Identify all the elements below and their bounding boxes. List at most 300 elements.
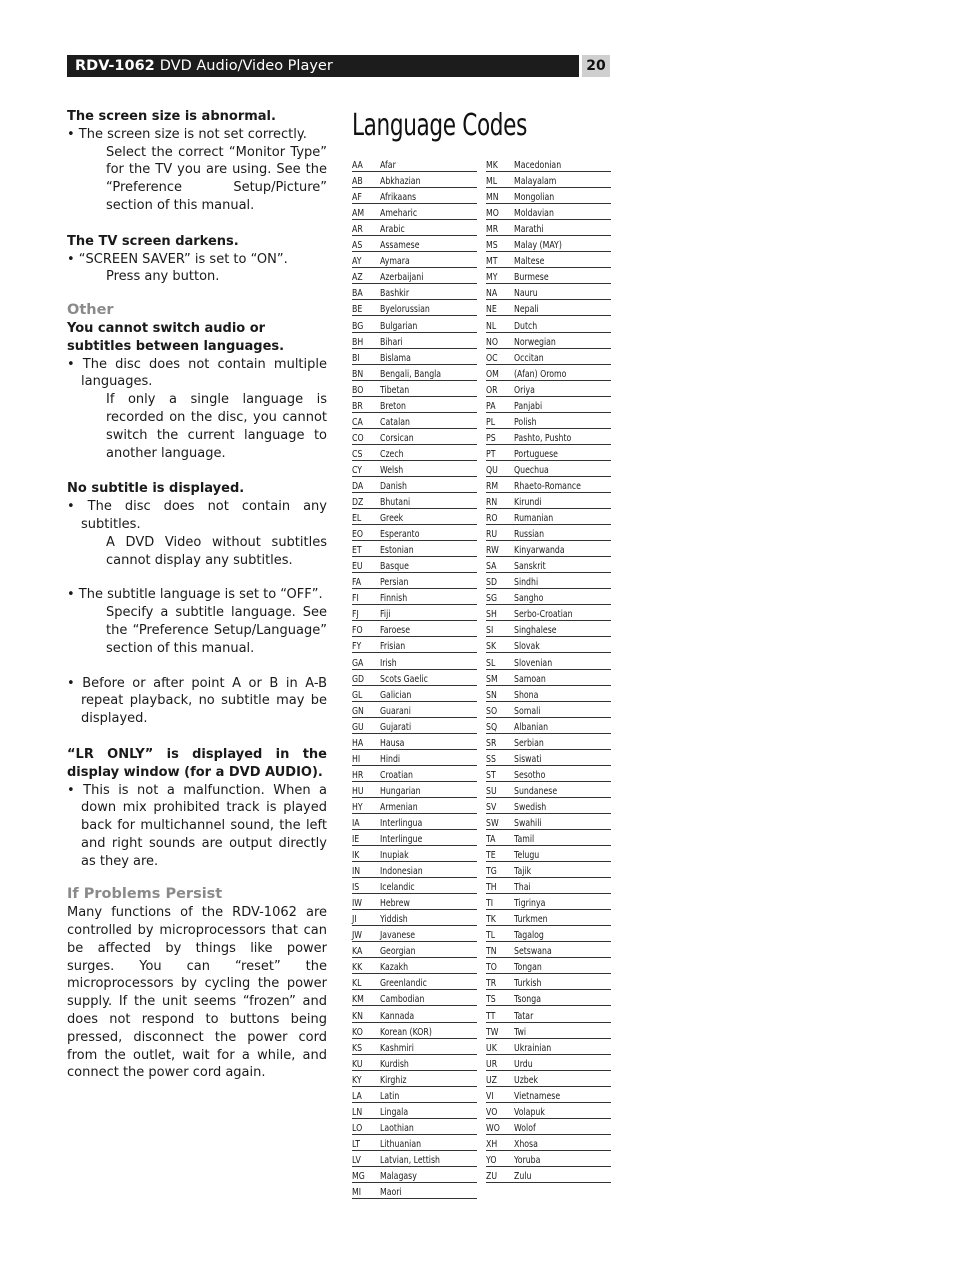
language-code: NA bbox=[486, 288, 498, 300]
language-code: ML bbox=[486, 176, 498, 188]
language-name: Bulgarian bbox=[380, 320, 418, 332]
language-name: Frisian bbox=[380, 641, 406, 653]
language-code: QU bbox=[486, 464, 498, 476]
language-code-row bbox=[486, 172, 611, 188]
section-heading: The TV screen darkens. bbox=[67, 233, 239, 249]
language-code: AB bbox=[352, 176, 363, 188]
language-code-row bbox=[486, 686, 611, 702]
language-name: Nauru bbox=[514, 288, 538, 300]
language-name: Croatian bbox=[380, 769, 413, 781]
language-code: LA bbox=[352, 1090, 362, 1102]
language-name: Nepali bbox=[514, 304, 539, 316]
language-code: WO bbox=[486, 1122, 500, 1134]
language-code: TE bbox=[486, 850, 496, 862]
language-name: Aymara bbox=[380, 256, 410, 268]
language-code: BE bbox=[352, 304, 363, 316]
language-code: FA bbox=[352, 577, 362, 589]
section-heading: You cannot switch audio or subtitles between languages. bbox=[67, 320, 285, 354]
language-code: BN bbox=[352, 368, 364, 380]
language-code-row bbox=[486, 990, 611, 1006]
language-name: Rhaeto-Romance bbox=[514, 480, 581, 492]
language-name: Hindi bbox=[380, 753, 401, 765]
language-name: Abkhazian bbox=[380, 176, 421, 188]
language-code-row bbox=[352, 429, 477, 445]
language-name: Bashkir bbox=[380, 288, 410, 300]
language-code-row bbox=[486, 605, 611, 621]
language-code-row bbox=[486, 958, 611, 974]
language-name: Malay (MAY) bbox=[514, 240, 562, 252]
language-code-row bbox=[352, 525, 477, 541]
language-name: Shona bbox=[514, 689, 539, 701]
bullet-item: • The screen size is not set correctly. bbox=[67, 126, 307, 142]
language-name: Serbo-Croatian bbox=[514, 609, 573, 621]
language-code: EO bbox=[352, 529, 364, 541]
language-code: EL bbox=[352, 513, 362, 525]
language-name: Ameharic bbox=[380, 208, 418, 220]
language-code-row bbox=[486, 702, 611, 718]
bullet-item: • The disc does not contain multiple languages. bbox=[67, 356, 327, 390]
language-code: LT bbox=[352, 1138, 361, 1150]
language-name: Kirundi bbox=[514, 497, 542, 509]
language-name: Maltese bbox=[514, 256, 545, 268]
language-code-row bbox=[486, 461, 611, 477]
language-code-row bbox=[352, 846, 477, 862]
language-code: BO bbox=[352, 384, 364, 396]
language-code-row bbox=[486, 589, 611, 605]
language-name: Bengali, Bangla bbox=[380, 368, 442, 380]
language-code: KS bbox=[352, 1042, 363, 1054]
language-name: Tamil bbox=[514, 834, 535, 846]
language-name: Tagalog bbox=[514, 930, 544, 942]
language-code-row bbox=[486, 236, 611, 252]
language-code-row bbox=[486, 766, 611, 782]
language-name: Tibetan bbox=[380, 384, 410, 396]
language-code-row bbox=[486, 750, 611, 766]
language-name: Albanian bbox=[514, 721, 549, 733]
language-name: Samoan bbox=[514, 673, 546, 685]
language-code: NE bbox=[486, 304, 497, 316]
language-code-row bbox=[352, 718, 477, 734]
language-name: Greenlandic bbox=[380, 978, 427, 990]
language-code-row bbox=[352, 589, 477, 605]
language-code: BR bbox=[352, 400, 363, 412]
language-name: Panjabi bbox=[514, 400, 543, 412]
language-code-row bbox=[486, 910, 611, 926]
language-code-row bbox=[486, 1167, 611, 1183]
language-code-row bbox=[486, 894, 611, 910]
language-code: AA bbox=[352, 160, 363, 172]
language-name: Pashto, Pushto bbox=[514, 432, 572, 444]
language-code-row bbox=[352, 156, 477, 172]
language-code: SU bbox=[486, 785, 497, 797]
language-code: GA bbox=[352, 657, 364, 669]
language-name: Interlingue bbox=[380, 834, 423, 846]
remedy-text: Press any button. bbox=[106, 269, 220, 285]
language-code: LN bbox=[352, 1106, 363, 1118]
language-code-row bbox=[352, 349, 477, 365]
language-name: Kazakh bbox=[380, 962, 409, 974]
language-name: Yoruba bbox=[514, 1154, 541, 1166]
language-code-row bbox=[486, 268, 611, 284]
language-code-row bbox=[352, 637, 477, 653]
language-code: KM bbox=[352, 994, 364, 1006]
language-code-row bbox=[486, 1071, 611, 1087]
language-code: SK bbox=[486, 641, 497, 653]
language-code-row bbox=[486, 509, 611, 525]
language-code: MO bbox=[486, 208, 499, 220]
language-code-row bbox=[486, 814, 611, 830]
language-code-row bbox=[486, 653, 611, 669]
language-code-row bbox=[486, 477, 611, 493]
language-code: BI bbox=[352, 352, 360, 364]
language-code: HY bbox=[352, 801, 363, 813]
language-name: Urdu bbox=[514, 1058, 533, 1070]
language-name: Dutch bbox=[514, 320, 538, 332]
language-code: SR bbox=[486, 737, 497, 749]
language-code-row bbox=[486, 782, 611, 798]
language-code: UK bbox=[486, 1042, 497, 1054]
language-code: JI bbox=[352, 914, 357, 926]
language-name: Basque bbox=[380, 561, 409, 573]
remedy-text: If only a single language is recorded on the disc, you cannot switch the current language to another language. bbox=[106, 392, 327, 461]
language-code: ET bbox=[352, 545, 362, 557]
language-name: Fiji bbox=[380, 609, 391, 621]
language-code-row bbox=[352, 734, 477, 750]
language-code-row bbox=[486, 1119, 611, 1135]
language-name: Javanese bbox=[380, 930, 416, 942]
language-code-row bbox=[352, 445, 477, 461]
language-code: MT bbox=[486, 256, 498, 268]
language-code-row bbox=[352, 702, 477, 718]
language-code: TN bbox=[486, 946, 497, 958]
language-code: SS bbox=[486, 753, 496, 765]
language-name: Sundanese bbox=[514, 785, 558, 797]
language-code-row bbox=[352, 573, 477, 589]
language-code: AM bbox=[352, 208, 365, 220]
language-code-row bbox=[352, 461, 477, 477]
language-code: FJ bbox=[352, 609, 359, 621]
remedy-text: A DVD Video without subtitles cannot display any subtitles. bbox=[106, 534, 327, 568]
language-code: RN bbox=[486, 497, 498, 509]
language-code: SL bbox=[486, 657, 496, 669]
language-name: Xhosa bbox=[514, 1138, 538, 1150]
language-name: Yiddish bbox=[380, 914, 408, 926]
language-code-row bbox=[486, 557, 611, 573]
language-name: Singhalese bbox=[514, 625, 557, 637]
language-code-row bbox=[352, 910, 477, 926]
language-code-row bbox=[486, 541, 611, 557]
language-code: RU bbox=[486, 529, 498, 541]
language-code-row bbox=[352, 670, 477, 686]
language-code-row bbox=[352, 1167, 477, 1183]
language-code: TK bbox=[486, 914, 496, 926]
language-code-row bbox=[486, 316, 611, 332]
language-name: Somali bbox=[514, 705, 541, 717]
language-code-row bbox=[352, 1071, 477, 1087]
language-name: Turkish bbox=[514, 978, 542, 990]
language-code-row bbox=[352, 188, 477, 204]
language-name: Telugu bbox=[514, 850, 540, 862]
language-name: Turkmen bbox=[514, 914, 548, 926]
language-code: AR bbox=[352, 224, 363, 236]
language-name: Tsonga bbox=[514, 994, 541, 1006]
language-name: Breton bbox=[380, 400, 406, 412]
language-code-row bbox=[486, 1103, 611, 1119]
language-name: Galician bbox=[380, 689, 412, 701]
language-code: TI bbox=[486, 898, 494, 910]
language-name: Latvian, Lettish bbox=[380, 1154, 440, 1166]
language-name: Wolof bbox=[514, 1122, 536, 1134]
language-name: Interlingua bbox=[380, 817, 423, 829]
language-code: TH bbox=[486, 882, 497, 894]
language-code-row bbox=[486, 333, 611, 349]
language-code: VI bbox=[486, 1090, 494, 1102]
language-name: Welsh bbox=[380, 464, 404, 476]
language-name: Lingala bbox=[380, 1106, 409, 1118]
language-name: Zulu bbox=[514, 1171, 532, 1182]
language-code-row bbox=[352, 204, 477, 220]
language-code: SN bbox=[486, 689, 497, 701]
bullet-item: • The subtitle language is set to “OFF”. bbox=[67, 587, 323, 603]
remedy-text: Select the correct “Monitor Type” for the TV you are using. See the “Preference Setup/Picture” section of this manual. bbox=[106, 144, 327, 213]
language-code: DA bbox=[352, 480, 364, 492]
language-name: Tatar bbox=[514, 1010, 534, 1022]
language-code: SI bbox=[486, 625, 494, 637]
language-code: MI bbox=[352, 1187, 362, 1199]
language-code-row bbox=[352, 1055, 477, 1071]
language-name: Bislama bbox=[380, 352, 411, 364]
language-code-row bbox=[352, 1023, 477, 1039]
language-code-row bbox=[352, 1135, 477, 1151]
language-code: KK bbox=[352, 962, 363, 974]
language-code-row bbox=[352, 894, 477, 910]
language-code: KO bbox=[352, 1026, 363, 1038]
language-name: Greek bbox=[380, 513, 404, 525]
language-code-row bbox=[486, 220, 611, 236]
language-code-row bbox=[486, 798, 611, 814]
language-code-row bbox=[352, 605, 477, 621]
language-name: Danish bbox=[380, 480, 407, 492]
language-code: SO bbox=[486, 705, 498, 717]
language-code-row bbox=[352, 653, 477, 669]
language-code-row bbox=[352, 926, 477, 942]
language-name: Persian bbox=[380, 577, 409, 589]
language-code-row bbox=[352, 381, 477, 397]
language-code: BG bbox=[352, 320, 364, 332]
language-code: TA bbox=[486, 834, 496, 846]
language-code-row bbox=[352, 750, 477, 766]
language-code: FI bbox=[352, 593, 359, 605]
page-header bbox=[67, 55, 610, 77]
language-code-row bbox=[352, 333, 477, 349]
language-code-row bbox=[352, 1006, 477, 1022]
language-name: Assamese bbox=[380, 240, 420, 252]
language-code: RO bbox=[486, 513, 498, 525]
language-name: Twi bbox=[514, 1026, 527, 1038]
language-name: Slovenian bbox=[514, 657, 553, 669]
language-name: Tongan bbox=[514, 962, 542, 974]
language-name: Afar bbox=[380, 160, 396, 172]
language-code-row bbox=[352, 220, 477, 236]
language-name: Rumanian bbox=[514, 513, 554, 525]
language-code-row bbox=[486, 637, 611, 653]
language-name: Gujarati bbox=[380, 721, 412, 733]
language-code-row bbox=[486, 413, 611, 429]
language-code-row bbox=[352, 509, 477, 525]
language-code-row bbox=[352, 316, 477, 332]
language-name: Bihari bbox=[380, 336, 403, 348]
language-name: Quechua bbox=[514, 464, 549, 476]
language-code-row bbox=[486, 878, 611, 894]
language-code: PL bbox=[486, 416, 496, 428]
language-code: YO bbox=[486, 1154, 497, 1166]
troubleshooting-column bbox=[67, 108, 327, 1082]
language-name: Azerbaijani bbox=[380, 272, 424, 284]
language-code: CO bbox=[352, 432, 364, 444]
language-name: Catalan bbox=[380, 416, 410, 428]
language-code-row bbox=[352, 942, 477, 958]
language-code: PA bbox=[486, 400, 496, 412]
language-code-row bbox=[352, 990, 477, 1006]
language-code-row bbox=[486, 846, 611, 862]
language-code-row bbox=[352, 172, 477, 188]
language-name: Kinyarwanda bbox=[514, 545, 565, 557]
language-code: TW bbox=[486, 1026, 499, 1038]
language-code: HI bbox=[352, 753, 361, 765]
language-code-row bbox=[352, 541, 477, 557]
problems-heading: If Problems Persist bbox=[67, 886, 223, 903]
language-code: JW bbox=[352, 930, 363, 942]
language-name: Marathi bbox=[514, 224, 544, 236]
language-name: Korean (KOR) bbox=[380, 1026, 432, 1038]
language-code-row bbox=[486, 1151, 611, 1167]
language-name: Ukrainian bbox=[514, 1042, 552, 1054]
language-code: XH bbox=[486, 1138, 498, 1150]
language-code-row bbox=[352, 766, 477, 782]
language-code-row bbox=[486, 718, 611, 734]
language-code-row bbox=[486, 349, 611, 365]
language-code-row bbox=[486, 204, 611, 220]
language-code: MY bbox=[486, 272, 498, 284]
language-code-row bbox=[486, 1135, 611, 1151]
language-name: Armenian bbox=[380, 801, 418, 813]
language-code-row bbox=[352, 1103, 477, 1119]
language-code-row bbox=[352, 830, 477, 846]
other-heading: Other bbox=[67, 302, 114, 319]
language-name: Georgian bbox=[380, 946, 416, 958]
language-name: Malagasy bbox=[380, 1171, 417, 1182]
language-code-row bbox=[486, 1055, 611, 1071]
language-code: TR bbox=[486, 978, 497, 990]
language-code: ST bbox=[486, 769, 496, 781]
language-code: OR bbox=[486, 384, 498, 396]
language-code: IN bbox=[352, 866, 361, 878]
language-code-row bbox=[486, 734, 611, 750]
language-name: Laothian bbox=[380, 1122, 414, 1134]
remedy-text: Specify a subtitle language. See the “Preference Setup/Language” section of this manual. bbox=[106, 605, 327, 656]
language-code-row bbox=[486, 1006, 611, 1022]
section-heading: The screen size is abnormal. bbox=[67, 109, 276, 124]
language-name: Sindhi bbox=[514, 577, 539, 589]
language-code-row bbox=[486, 188, 611, 204]
language-code: GD bbox=[352, 673, 365, 685]
language-name: Hausa bbox=[380, 737, 405, 749]
language-code: ZU bbox=[486, 1171, 498, 1182]
language-code: CA bbox=[352, 416, 363, 428]
language-name: Setswana bbox=[514, 946, 552, 958]
language-code: TS bbox=[486, 994, 496, 1006]
language-code: AF bbox=[352, 192, 362, 204]
language-name: Tigrinya bbox=[514, 898, 546, 910]
language-name: Cambodian bbox=[380, 994, 425, 1006]
language-code: AS bbox=[352, 240, 363, 252]
language-name: Volapuk bbox=[514, 1106, 545, 1118]
language-code: MR bbox=[486, 224, 499, 236]
bullet-item: • Before or after point A or B in A-B repeat playback, no subtitle may be displayed. bbox=[67, 675, 327, 727]
language-code: FY bbox=[352, 641, 362, 653]
language-code: IE bbox=[352, 834, 360, 846]
language-code: KL bbox=[352, 978, 362, 990]
language-name: Icelandic bbox=[380, 882, 415, 894]
language-code-row bbox=[352, 477, 477, 493]
language-code: GL bbox=[352, 689, 363, 701]
bullet-item: • The disc does not contain any subtitles. bbox=[67, 499, 327, 532]
language-code: TT bbox=[486, 1010, 496, 1022]
language-name: Sangho bbox=[514, 593, 544, 605]
language-code-row bbox=[352, 1183, 477, 1199]
language-code-row bbox=[352, 493, 477, 509]
language-name: Irish bbox=[380, 657, 397, 669]
language-code: VO bbox=[486, 1106, 498, 1118]
language-code: DZ bbox=[352, 497, 364, 509]
language-name: Latin bbox=[380, 1090, 400, 1102]
language-code-row bbox=[486, 621, 611, 637]
language-name: Guarani bbox=[380, 705, 411, 717]
language-code: CS bbox=[352, 448, 363, 460]
language-code-row bbox=[486, 397, 611, 413]
language-code: LO bbox=[352, 1122, 363, 1134]
language-code-row bbox=[352, 365, 477, 381]
language-code-row bbox=[486, 365, 611, 381]
language-code: BH bbox=[352, 336, 364, 348]
language-code: IA bbox=[352, 817, 360, 829]
language-name: Kirghiz bbox=[380, 1074, 407, 1086]
language-code: KA bbox=[352, 946, 363, 958]
language-code: OM bbox=[486, 368, 499, 380]
language-name: Scots Gaelic bbox=[380, 673, 428, 685]
language-code: OC bbox=[486, 352, 498, 364]
language-name: Indonesian bbox=[380, 866, 423, 878]
language-name: Moldavian bbox=[514, 208, 554, 220]
language-code: NL bbox=[486, 320, 497, 332]
language-code-row bbox=[486, 862, 611, 878]
language-code-row bbox=[352, 974, 477, 990]
language-code: SV bbox=[486, 801, 497, 813]
language-code-row bbox=[352, 1039, 477, 1055]
language-name: Kashmiri bbox=[380, 1042, 414, 1054]
language-name: Hungarian bbox=[380, 785, 421, 797]
language-code-row bbox=[352, 413, 477, 429]
language-code-row bbox=[352, 1151, 477, 1167]
language-code: RW bbox=[486, 545, 499, 557]
language-code: TG bbox=[486, 866, 497, 878]
language-code-row bbox=[486, 525, 611, 541]
language-code-row bbox=[352, 284, 477, 300]
language-name: Macedonian bbox=[514, 160, 562, 172]
language-code-row bbox=[486, 300, 611, 316]
language-code: TL bbox=[486, 930, 496, 942]
language-code-row bbox=[352, 798, 477, 814]
